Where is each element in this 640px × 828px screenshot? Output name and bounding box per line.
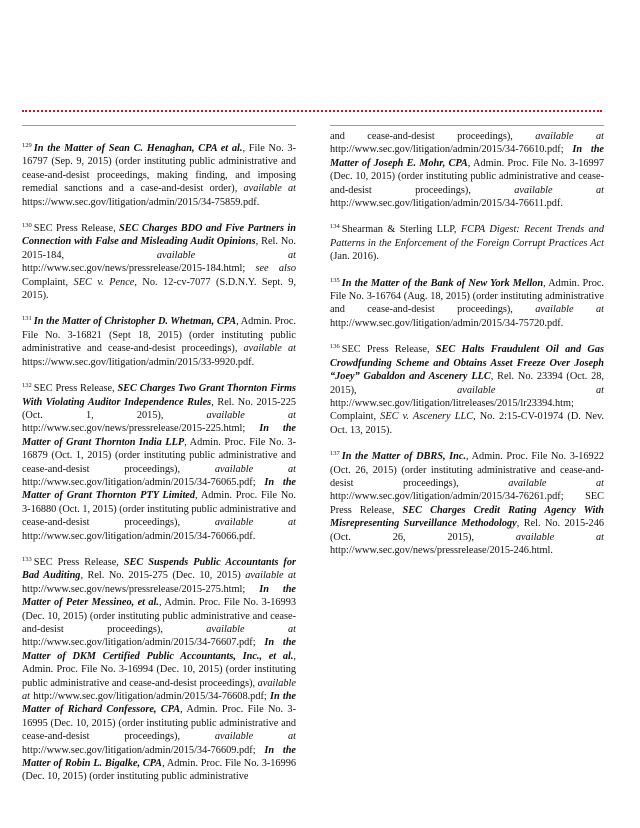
- italic-text: available at: [214, 463, 296, 475]
- footnote-text: , Admin. Proc. File No. 3-16821 (Sept 18, 2015) (order instituting public administrative and cease-and-desist proceedings),: [22, 316, 297, 355]
- footnote-number: 136: [330, 343, 340, 351]
- footnote-text: http://www.sec.gov/litigation/admin/2015/34-76610.pdf;: [330, 144, 573, 156]
- footnote-text: Shearman & Sterling LLP,: [341, 224, 461, 236]
- case-title: In the Matter of DBRS, Inc.: [341, 451, 467, 463]
- footnote-number: 132: [22, 382, 32, 390]
- footnote-text: , Rel. No. 2015-275 (Dec. 10, 2015): [80, 570, 246, 582]
- footnote-text: , Admin. Proc. File No. 3-16996 (Dec. 10, 2015) (order instituting public administrative: [22, 758, 297, 783]
- footnote-text: , Admin. Proc. File No. 3-16993 (Dec. 10, 2015) (order instituting public administrative and cease-and-desist proceedings),: [22, 597, 296, 635]
- footnote-text: http://www.sec.gov/litigation/admin/2015/34-76066.pdf.: [22, 530, 256, 542]
- case-title: In the Matter of Robin L. Bigalke, CPA: [22, 744, 297, 770]
- italic-text: FCPA Digest: Recent Trends and Patterns in the Enforcement of the Foreign Corrupt Practices Act: [330, 224, 604, 249]
- footnote: [330, 343, 604, 437]
- footnote: [22, 222, 296, 302]
- footnote-rule: [22, 125, 296, 126]
- case-title: In the Matter of Grant Thornton PTY Limited: [22, 476, 297, 502]
- footnote: [22, 315, 296, 369]
- footnote: [22, 556, 296, 784]
- footnote: [330, 277, 604, 331]
- footnote-text: Complaint,: [22, 276, 74, 288]
- footnote-text: http://www.sec.gov/news/pressrelease/2015-275.html;: [22, 583, 260, 595]
- case-title: In the Matter of Richard Confessore, CPA: [22, 691, 297, 716]
- footnote-text: http://www.sec.gov/litigation/admin/2015/34-76608.pdf;: [30, 691, 270, 703]
- case-title: SEC Charges Two Grant Thornton Firms With Violating Auditor Independence Rules: [22, 383, 296, 408]
- italic-text: available at: [535, 304, 605, 316]
- footnote-text: SEC Press Release,: [341, 344, 436, 356]
- footnote-text: , No. 12-cv-7077 (S.D.N.Y. Sept. 9, 2015).: [22, 276, 297, 302]
- footnote-text: , File No. 3-16797 (Sep. 9, 2015) (order instituting public administrative and cease-and-desist proceedings, making finding, and imposing remedial sanctions and a case-and-desist order),: [22, 143, 296, 195]
- italic-text: available at: [508, 477, 604, 489]
- case-title: In the Matter of Sean C. Henaghan, CPA et al.: [33, 143, 243, 154]
- footnote-text: https://www.sec.gov/litigation/admin/2015/34-75859.pdf.: [22, 196, 260, 208]
- case-title: In the Matter of Peter Messineo, et al.: [22, 583, 297, 609]
- footnote-text: and cease-and-desist proceedings),: [330, 131, 536, 142]
- footnote-number: 134: [330, 223, 340, 231]
- case-title: SEC Charges BDO and Five Partners in Connection with False and Misleading Audit Opinions: [22, 223, 296, 248]
- italic-text: available at: [243, 343, 296, 355]
- footnote-text: http://www.sec.gov/litigation/litreleases/2015/lr23394.htm; Complaint,: [330, 397, 574, 423]
- footnote-text: https://www.sec.gov/litigation/admin/2015/33-9920.pdf.: [22, 356, 255, 368]
- footnote-number: 130: [22, 222, 32, 230]
- footnote-list-right: [330, 130, 604, 557]
- footnote-text: http://www.sec.gov/news/pressrelease/2015-225.html;: [22, 423, 260, 435]
- footnote-text: , Admin. Proc. File No. 3-16764 (Aug. 18, 2015) (order instituting administrative and cease-and-desist proceedings),: [330, 277, 604, 316]
- footnote-text: , Rel. No. 23394 (Oct. 28, 2015),: [330, 371, 604, 396]
- footnote-text: , Rel. No. 2015-184,: [22, 236, 296, 261]
- italic-text: available at: [245, 570, 297, 582]
- case-title: In the Matter of the Bank of New York Mellon: [341, 277, 544, 289]
- footnote-text: , Admin. Proc. File No. 3-16995 (Dec. 10, 2015) (order instituting public administrative and cease-and-desist proceedings),: [22, 704, 296, 743]
- footnote-text: http://www.sec.gov/litigation/admin/2015/34-76065.pdf;: [22, 476, 265, 488]
- italic-text: available at: [156, 249, 296, 261]
- footnote-number: 129: [22, 142, 32, 149]
- case-title: SEC Halts Fraudulent Oil and Gas Crowdfunding Scheme and Obtains Asset Freeze Over Joseph “Joey” Gabaldon and Ascenery LLC: [330, 344, 604, 383]
- case-title: SEC Charges Credit Rating Agency With Misrepresenting Surveillance Methodology: [330, 504, 604, 530]
- italic-text: available at: [514, 184, 604, 196]
- case-title: SEC Suspends Public Accountants for Bad Auditing: [22, 556, 296, 582]
- footnote-text: http://www.sec.gov/litigation/admin/2015/34-76261.pdf; SEC Press Release,: [330, 491, 604, 516]
- footnote-number: 137: [330, 450, 340, 458]
- italic-text: available at: [457, 384, 605, 396]
- footnote-text: , Admin. Proc. File No. 3-16880 (Oct. 1, 2015) (order instituting public administrative and cease-and-desist proceedings),: [22, 490, 296, 529]
- footnote-text: SEC Press Release,: [33, 383, 118, 395]
- footnotes-column-left: [22, 125, 296, 797]
- footnote: [22, 382, 296, 543]
- italic-text: available at: [206, 624, 296, 635]
- italic-text: available at: [214, 517, 296, 529]
- footnote-text: , Admin. Proc. File No. 3-16922 (Oct. 26, 2015) (order instituting administrative and cease-and-desist proceedings),: [330, 451, 605, 489]
- footnote-text: , No. 2:15-CV-01974 (D. Nev. Oct. 13, 2015).: [330, 411, 605, 436]
- case-title: In the Matter of Joseph E. Mohr, CPA: [330, 144, 605, 169]
- footnote-text: http://www.sec.gov/litigation/admin/2015/34-76607.pdf;: [22, 637, 265, 649]
- italic-text: available at: [206, 409, 296, 421]
- footnote-list-left: [22, 142, 296, 784]
- footnote-text: http://www.sec.gov/litigation/admin/2015/34-76611.pdf.: [330, 198, 563, 210]
- footnote: [22, 142, 296, 209]
- footnote-rule: [330, 125, 604, 126]
- footnote-text: (Jan. 2016).: [330, 251, 379, 263]
- dotted-separator: [22, 110, 602, 112]
- footnote-number: 131: [22, 315, 32, 323]
- italic-text: available at: [214, 731, 296, 743]
- italic-text: SEC v. Ascenery LLC: [380, 411, 474, 423]
- footnote-text: , Rel. No. 2015-246 (Oct. 26, 2015),: [330, 518, 604, 543]
- italic-text: see also: [255, 263, 296, 275]
- footnote-text: http://www.sec.gov/news/pressrelease/2015-184.html;: [22, 263, 256, 275]
- italic-text: available at: [535, 131, 605, 142]
- footnote-text: , Admin. Proc. File No. 3-16994 (Dec. 10, 2015) (order instituting public administrative and cease-and-desist proceedings),: [22, 650, 296, 689]
- footnote: [330, 130, 604, 210]
- italic-text: SEC v. Pence: [73, 276, 135, 288]
- case-title: In the Matter of DKM Certified Public Accountants, Inc., et al.: [22, 637, 297, 662]
- footnote: [330, 223, 604, 263]
- footnote-text: , Admin. Proc. File No. 3-16997 (Dec. 10, 2015) (order instituting public administrative and cease-and-desist proceedings),: [330, 157, 604, 196]
- footnote: [330, 450, 604, 557]
- footnote-number: 133: [22, 555, 32, 563]
- footnote-text: http://www.sec.gov/news/pressrelease/2015-246.html.: [330, 544, 553, 556]
- footnote-text: http://www.sec.gov/litigation/admin/2015/34-75720.pdf.: [330, 317, 564, 329]
- italic-text: available at: [243, 183, 296, 195]
- footnotes-column-right: [330, 125, 604, 570]
- italic-text: available at: [515, 531, 605, 543]
- footnote-number: 135: [330, 276, 340, 284]
- case-title: In the Matter of Christopher D. Whetman, CPA: [33, 316, 237, 328]
- footnote-text: SEC Press Release,: [33, 223, 120, 235]
- case-title: In the Matter of Grant Thornton India LLP: [22, 423, 297, 448]
- footnote-text: SEC Press Release,: [33, 556, 124, 568]
- italic-text: available at: [22, 677, 296, 703]
- footnote-text: http://www.sec.gov/litigation/admin/2015/34-76609.pdf;: [22, 744, 265, 756]
- footnote-text: , Rel. No. 2015-225 (Oct. 1, 2015),: [22, 396, 296, 421]
- footnote-text: , Admin. Proc. File No. 3-16879 (Oct. 1, 2015) (order instituting public administrative and cease-and-desist proceedings),: [22, 436, 296, 475]
